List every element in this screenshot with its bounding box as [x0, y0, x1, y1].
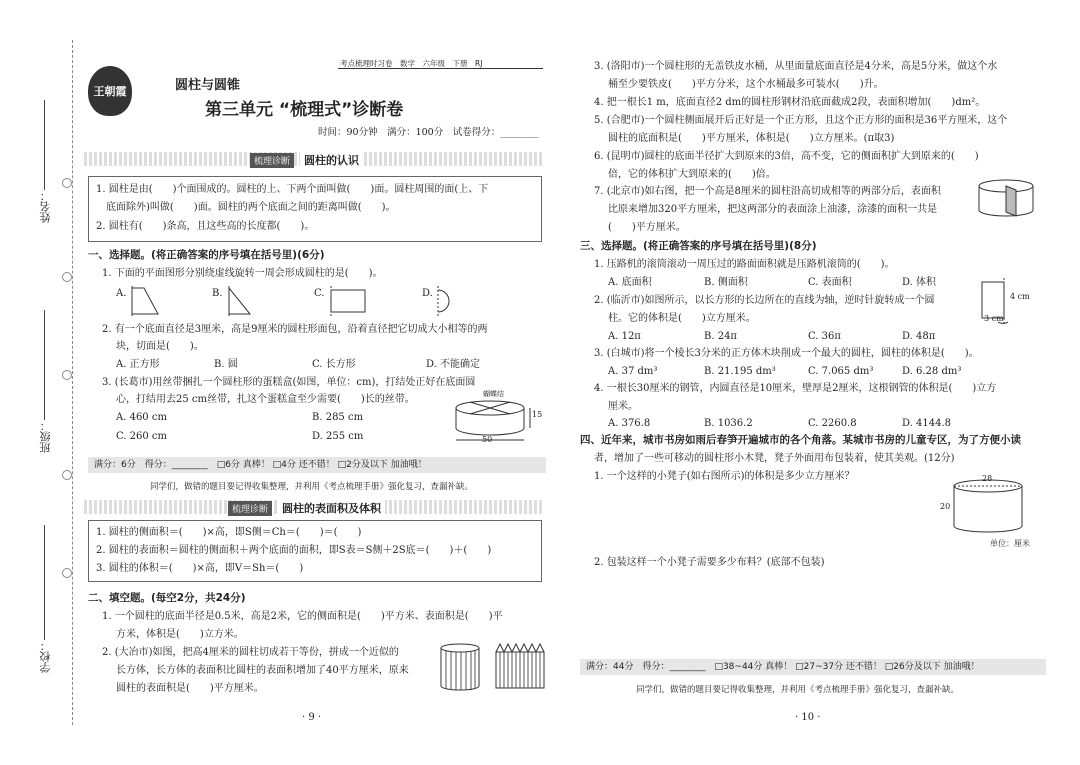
- option-b: B. 24π: [704, 331, 738, 342]
- question-text: 4. 一根长30厘米的钢管，内圆直径是10厘米，壁厚是2厘米，这根钢管的体积是( )立方: [594, 383, 997, 394]
- option-d: D. 255 cm: [312, 431, 364, 442]
- question-text: 心，打结用去25 cm丝带，扎这个蛋糕盒至少需要( )长的丝带。: [116, 394, 415, 405]
- option-d: D.: [422, 288, 433, 299]
- option-c: C. 表面积: [808, 277, 852, 288]
- trapezoid-figure: [130, 286, 162, 316]
- section-2-heading: 二、填空题。(每空2分，共24分): [88, 592, 246, 604]
- option-c: C. 7.065 dm³: [808, 366, 874, 377]
- option-d: D. 6.28 dm³: [902, 366, 962, 377]
- approx-cuboid-figure: [494, 642, 546, 692]
- binding-hole: [62, 178, 72, 188]
- question-text: 1. 压路机的滚筒滚动一周压过的路面面积就是压路机滚筒的( )。: [594, 259, 895, 270]
- header-rule: [338, 68, 543, 69]
- option-b: B. 285 cm: [312, 412, 364, 423]
- question-text: 比原来增加320平方厘米，把这两部分的表面涂上油漆，涂漆的面积一共是: [608, 204, 938, 215]
- section-heading: 圆柱的认识: [300, 152, 363, 168]
- binding-hole: [62, 470, 72, 480]
- option-a: A. 正方形: [116, 359, 160, 370]
- option-a: A.: [116, 288, 127, 299]
- option-d: D. 不能确定: [426, 359, 481, 370]
- option-c: C. 260 cm: [116, 431, 168, 442]
- question-text: 长方体，长方体的表面积比圆柱的表面积增加了40平方厘米，原来: [116, 665, 409, 676]
- question-text: 2. (临沂市)如图所示，以长方形的长边所在的直线为轴，逆时针旋转成一个圆: [594, 295, 935, 306]
- option-c: C.: [314, 288, 325, 299]
- binding-line: [72, 40, 73, 725]
- option-c: C. 2260.8: [808, 418, 857, 429]
- option-c: C. 36π: [808, 331, 841, 342]
- question-text: 者，增加了一些可移动的圆柱形小木凳，凳子外面用布包装着，使其美观。(12分): [594, 453, 955, 464]
- height-label: 20: [940, 502, 951, 511]
- box-line: 2. 圆柱有( )条高，且这些高的长度都( )。: [96, 221, 315, 232]
- series-info: 考点梳理时习卷 数学 六年级 下册 RJ: [340, 59, 483, 68]
- class-line: [44, 310, 45, 420]
- width-label: 50: [482, 435, 493, 444]
- diameter-label: 28: [982, 474, 993, 483]
- question-text: 3. (白城市)将一个棱长3分米的正方体木块削成一个最大的圆柱，圆柱的体积是( )。: [594, 348, 979, 359]
- box-line: 1. 圆柱的侧面积＝( )×高，即S侧＝Ch＝( )＝( ): [96, 527, 362, 538]
- box-line: 2. 圆柱的表面积＝圆柱的侧面积＋两个底面的面积，即S表＝S侧＋2S底＝( )＋( ): [96, 545, 492, 556]
- section-tag: 梳理诊断: [250, 153, 294, 168]
- option-d: D. 48π: [902, 331, 936, 342]
- question-text: 4. 把一根长1 m，底面直径2 dm的圆柱形钢材沿底面截成2段，表面积增加( )dm²。: [594, 97, 986, 108]
- score-bar: 满分：44分 得分：________ □38~44分 真棒！ □27~37分 还不错！ □26分及以下 加油哦！: [580, 659, 1046, 675]
- binding-hole: [62, 370, 72, 380]
- sliced-cylinder-figure: [438, 642, 482, 692]
- rectangle-figure: [328, 286, 368, 316]
- option-a: A. 376.8: [608, 418, 651, 429]
- section-tag: 梳理诊断: [228, 501, 272, 516]
- question-text: 5. (合肥市)一个圆柱侧面展开后正好是一个正方形，且这个正方形的面积是36平方厘米，这个: [594, 115, 1008, 126]
- width-label: 3 cm: [984, 314, 1004, 323]
- school-label: 学校：: [39, 640, 52, 673]
- section-4-heading: 四、近年来，城市书房如雨后春笋开遍城市的各个角落。某城市书房的儿童专区，为了方便小读: [580, 434, 1021, 446]
- question-text: 厘米。: [608, 401, 638, 412]
- option-b: B. 圆: [214, 359, 238, 370]
- question-text: 桶至少要铁皮( )平方分米，这个水桶最多可装水( )升。: [608, 79, 884, 90]
- question-text: 3. (洛阳市)一个圆柱形的无盖铁皮水桶，从里面量底面直径是4分米，高是5分米，做这个水: [594, 61, 998, 72]
- box-line: 1. 圆柱是由( )个面围成的。圆柱的上、下两个面叫做( )面。圆柱周围的面(上、下: [96, 184, 489, 195]
- name-line: [44, 100, 45, 190]
- binding-hole: [62, 568, 72, 578]
- cake-box-figure: [450, 390, 543, 450]
- question-text: 2. 包装这样一个小凳子需要多少布料？(底部不包装): [594, 557, 825, 568]
- review-note: 同学们，做错的题目要记得收集整理，并利用《考点梳理手册》强化复习，查漏补缺。: [636, 685, 960, 695]
- question-text: 2. (大冶市)如图，把高4厘米的圆柱切成若干等份，拼成一个近似的: [102, 647, 399, 658]
- question-text: 圆柱的表面积是( )平方厘米。: [116, 683, 264, 694]
- height-label: 4 cm: [1010, 292, 1030, 301]
- question-text: 块，切面是( )。: [116, 341, 204, 352]
- question-text: 1. 下面的平面图形分别绕虚线旋转一周会形成圆柱的是( )。: [102, 268, 383, 279]
- class-label: 班级：: [39, 420, 52, 453]
- question-text: 2. 有一个底面直径是3厘米，高是9厘米的圆柱形面包，沿着直径把它切成大小相等的两: [102, 324, 488, 335]
- question-text: 6. (昆明市)圆柱的底面半径扩大到原来的3倍，高不变，它的侧面积扩大到原来的( ): [594, 151, 979, 162]
- section-heading: 圆柱的表面积及体积: [278, 500, 385, 516]
- question-text: 7. (北京市)如右图，把一个高是8厘米的圆柱沿高切成相等的两部分后，表面积: [594, 186, 941, 197]
- page-number: · 9 ·: [302, 712, 322, 723]
- question-text: 1. 一个这样的小凳子(如右图所示)的体积是多少立方厘米？: [594, 471, 855, 482]
- option-b: B. 21.195 dm³: [704, 366, 776, 377]
- stool-cylinder-figure: [950, 478, 1026, 536]
- split-cylinder-figure: [976, 178, 1038, 220]
- page-number: · 10 ·: [795, 712, 821, 723]
- page-title: 第三单元 “梳理式”诊断卷: [205, 100, 404, 120]
- score-bar: 满分：6分 得分：________ □6分 真棒！ □4分 还不错！ □2分及以下 加油哦！: [88, 457, 546, 473]
- option-c: C. 长方形: [312, 359, 356, 370]
- option-d: D. 4144.8: [902, 418, 952, 429]
- question-text: 1. 一个圆柱的底面半径是0.5米，高是2米，它的侧面积是( )平方米、表面积是( )平: [102, 611, 503, 622]
- question-text: ( )平方厘米。: [608, 222, 686, 233]
- school-line: [44, 525, 45, 640]
- unit-label: 单位：厘米: [990, 539, 1030, 548]
- knot-label: 蝴蝶结: [483, 390, 504, 398]
- box-line: 3. 圆柱的体积＝( )×高，即V＝Sh＝( ): [96, 563, 304, 574]
- section-1-heading: 一、选择题。(将正确答案的序号填在括号里)(6分): [88, 249, 325, 261]
- semicircle-figure: [434, 286, 456, 316]
- option-a: A. 37 dm³: [608, 366, 658, 377]
- review-note: 同学们，做错的题目要记得收集整理，并利用《考点梳理手册》强化复习，查漏补缺。: [150, 482, 474, 492]
- option-b: B. 侧面积: [704, 277, 748, 288]
- box-line: 底面除外)叫做( )面。圆柱的两个底面之间的距离叫做( )。: [106, 202, 396, 213]
- option-a: A. 12π: [608, 331, 641, 342]
- triangle-figure: [226, 286, 252, 316]
- question-text: 倍，它的体积扩大到原来的( )倍。: [608, 169, 776, 180]
- question-text: 方米，体积是( )立方米。: [116, 629, 244, 640]
- question-text: 圆柱的底面积是( )平方厘米，体积是( )立方厘米。(π取3): [608, 133, 895, 144]
- name-label: 姓名：: [39, 190, 52, 223]
- binding-hole: [62, 272, 72, 282]
- option-b: B.: [212, 288, 223, 299]
- height-label: 15: [532, 410, 543, 419]
- section-3-heading: 三、选择题。(将正确答案的序号填在括号里)(8分): [580, 240, 817, 252]
- option-a: A. 底面积: [608, 277, 652, 288]
- question-text: 3. (长葛市)用丝带捆扎一个圆柱形的蛋糕盒(如图，单位：cm)，打结处正好在底面圆: [102, 377, 476, 388]
- topic-title: 圆柱与圆锥: [175, 78, 241, 93]
- exam-info: 时间：90分钟 满分：100分 试卷得分：________: [318, 127, 539, 138]
- option-b: B. 1036.2: [704, 418, 753, 429]
- publisher-logo: 王朝霞: [88, 66, 132, 116]
- option-a: A. 460 cm: [116, 412, 167, 423]
- question-text: 柱。它的体积是( )立方厘米。: [608, 313, 756, 324]
- option-d: D. 体积: [902, 277, 937, 288]
